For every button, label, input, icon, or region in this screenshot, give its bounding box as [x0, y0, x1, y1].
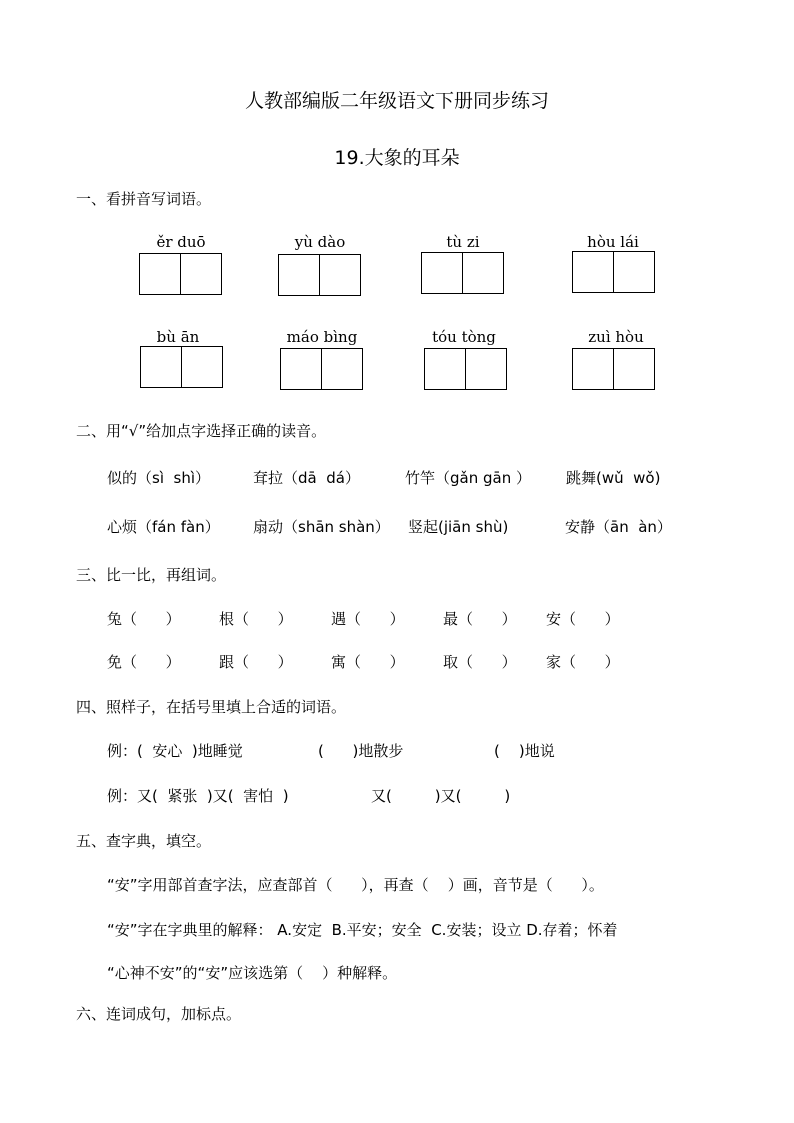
compare-item: 最（ ） [443, 610, 517, 628]
example-item: 例：又( 紧张 )又( 害怕 ) [107, 787, 289, 805]
writing-box[interactable] [140, 346, 182, 388]
compare-item: 安（ ） [546, 610, 620, 628]
compare-item: 遇（ ） [331, 610, 405, 628]
reading-item: 竖起(jiān shù) [408, 518, 509, 536]
fill-item: ( )地说 [494, 742, 555, 760]
writing-box[interactable] [319, 254, 361, 296]
reading-item: 竹竿（gǎn gān ） [405, 469, 531, 487]
section-4-heading: 四、照样子，在括号里填上合适的词语。 [76, 698, 347, 716]
example-item: 例：( 安心 )地睡觉 [107, 742, 243, 760]
section-3-heading: 三、比一比，再组词。 [76, 566, 227, 584]
section-1-heading: 一、看拼音写词语。 [76, 190, 212, 208]
writing-box[interactable] [572, 348, 614, 390]
writing-box[interactable] [278, 254, 320, 296]
writing-box[interactable] [462, 252, 504, 294]
writing-box[interactable] [465, 348, 507, 390]
writing-box[interactable] [321, 348, 363, 390]
section-5-heading: 五、查字典，填空。 [76, 832, 212, 850]
reading-item: 安静（ān àn） [565, 518, 672, 536]
compare-item: 免（ ） [107, 653, 181, 671]
pinyin-label: máo bìng [286, 328, 358, 346]
pinyin-label: zuì hòu [588, 328, 644, 346]
pinyin-label: tù zi [446, 233, 480, 251]
compare-item: 跟（ ） [219, 653, 293, 671]
pinyin-label: tóu tòng [432, 328, 496, 346]
compare-item: 取（ ） [443, 653, 517, 671]
writing-box[interactable] [139, 253, 181, 295]
pinyin-label: yù dào [294, 233, 346, 251]
fill-item: ( )地散步 [318, 742, 404, 760]
pinyin-label: hòu lái [587, 233, 639, 251]
section-2-heading: 二、用“√”给加点字选择正确的读音。 [76, 422, 327, 440]
writing-box[interactable] [572, 251, 614, 293]
writing-box[interactable] [613, 251, 655, 293]
dictionary-definitions: “安”字在字典里的解释： A.安定 B.平安；安全 C.安装；设立 D.存着；怀着 [107, 921, 618, 939]
reading-item: 跳舞(wǔ wǒ) [566, 469, 661, 487]
lesson-title: 19.大象的耳朵 [334, 147, 460, 169]
writing-box[interactable] [180, 253, 222, 295]
dictionary-question-1: “安”字用部首查字法，应查部首（ ），再查（ ）画，音节是（ ）。 [107, 876, 604, 894]
writing-box[interactable] [424, 348, 466, 390]
writing-box[interactable] [181, 346, 223, 388]
writing-box[interactable] [280, 348, 322, 390]
fill-item: 又( )又( ) [371, 787, 511, 805]
compare-item: 寓（ ） [331, 653, 405, 671]
compare-item: 兔（ ） [107, 610, 181, 628]
reading-item: 似的（sì shì） [107, 469, 211, 487]
compare-item: 家（ ） [546, 653, 620, 671]
reading-item: 耷拉（dā dá） [253, 469, 360, 487]
pinyin-label: ěr duō [156, 233, 206, 251]
compare-item: 根（ ） [219, 610, 293, 628]
section-6-heading: 六、连词成句，加标点。 [76, 1005, 242, 1023]
reading-item: 心烦（fán fàn） [107, 518, 220, 536]
reading-item: 扇动（shān shàn） [253, 518, 390, 536]
pinyin-label: bù ān [156, 328, 200, 346]
page-title: 人教部编版二年级语文下册同步练习 [244, 90, 549, 112]
dictionary-question-2: “心神不安”的“安”应该选第（ ）种解释。 [107, 964, 398, 982]
writing-box[interactable] [421, 252, 463, 294]
writing-box[interactable] [613, 348, 655, 390]
